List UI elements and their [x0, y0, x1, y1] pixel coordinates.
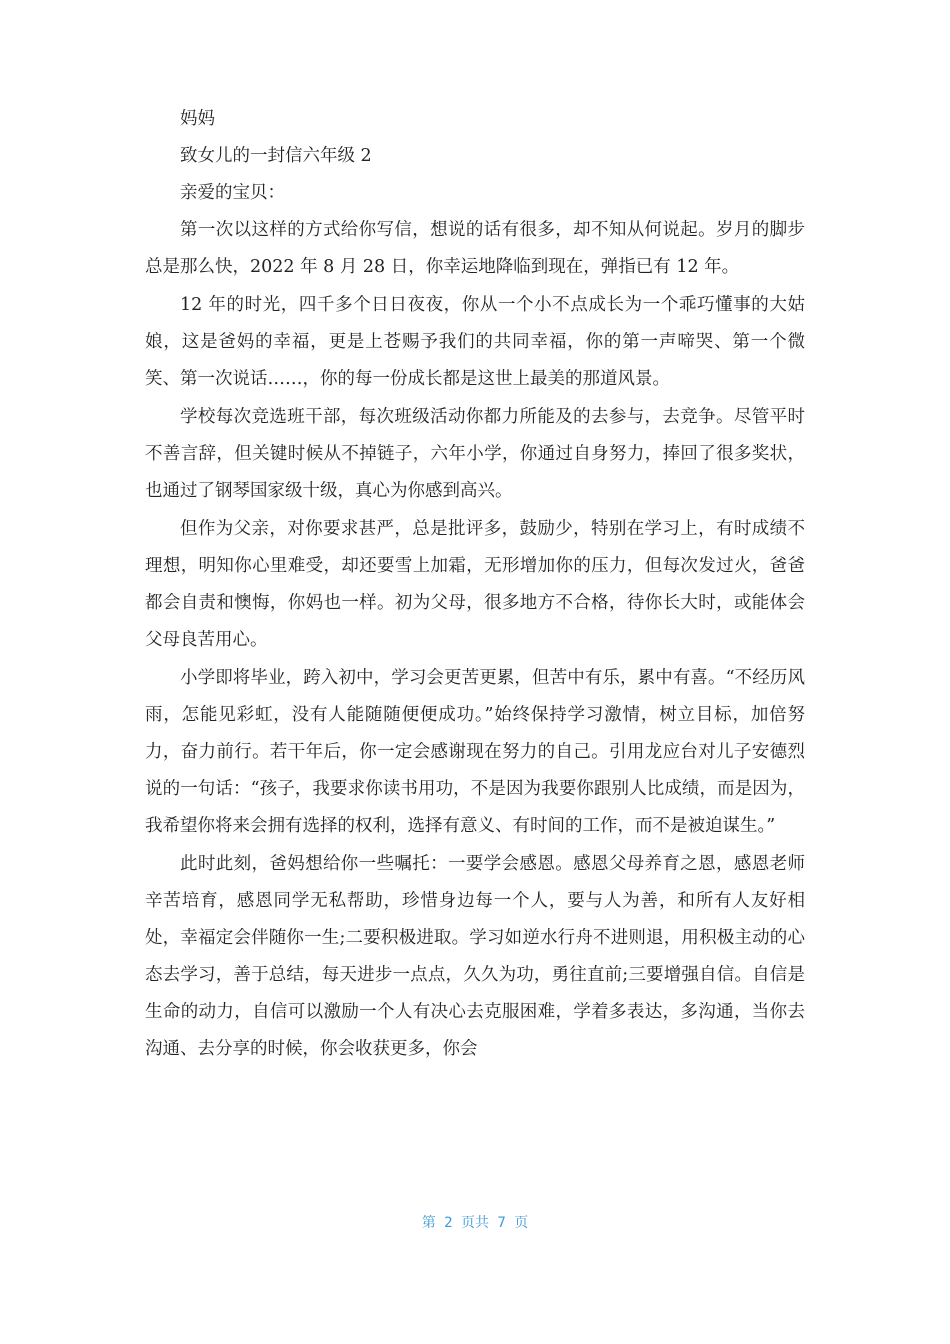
paragraph-2: 12 年的时光，四千多个日日夜夜，你从一个小不点成长为一个乖巧懂事的大姑娘，这是爸妈的幸福，更是上苍赐予我们的共同幸福，你的第一声啼哭、第一个微笑、第一次说话……，你的每一份成长都是这世上最美的那道风景。 [145, 295, 805, 389]
paragraph-1: 第一次以这样的方式给你写信，想说的话有很多，却不知从何说起。岁月的脚步总是那么快，2022 年 8 月 28 日，你幸运地降临到现在，弹指已有 12 年。 [145, 220, 805, 277]
paragraph-4: 但作为父亲，对你要求甚严，总是批评多，鼓励少，特别在学习上，有时成绩不理想，明知你心里难受，却还要雪上加霜，无形增加你的压力，但每次发过火，爸爸都会自责和懊悔，你妈也一样。初为父母，很多地方不合格，待你长大时，或能体会父母良苦用心。 [145, 519, 805, 650]
salutation: 亲爱的宝贝： [180, 183, 285, 203]
signature: 妈妈 [180, 109, 215, 129]
paragraph-6: 此时此刻，爸妈想给你一些嘱托：一要学会感恩。感恩父母养育之恩，感恩老师辛苦培育，感恩同学无私帮助，珍惜身边每一个人，要与人为善，和所有人友好相处，幸福定会伴随你一生;二要积极进取。学习如逆水行舟不进则退，用积极主动的心态去学习，善于总结，每天进步一点点，久久为功，勇往直前;三要增强自信。自信是生命的动力，自信可以激励一个人有决心去克服困难，学着多表达，多沟通，当你去沟通、去分享的时候，你会收获更多，你会 [145, 854, 805, 1059]
page-number: 第 2 页共 7 页 [421, 1215, 529, 1231]
paragraph-3: 学校每次竞选班干部，每次班级活动你都力所能及的去参与，去竞争。尽管平时不善言辞，但关键时候从不掉链子，六年小学，你通过自身努力，捧回了很多奖状，也通过了钢琴国家级十级，真心为你感到高兴。 [145, 407, 805, 501]
letter-title: 致女儿的一封信六年级 2 [180, 146, 372, 166]
letter-body [145, 101, 805, 1068]
paragraph-5: 小学即将毕业，跨入初中，学习会更苦更累，但苦中有乐，累中有喜。“不经历风雨，怎能见彩虹，没有人能随随便便成功。”始终保持学习激情，树立目标，加倍努力，奋力前行。若干年后，你一定会感谢现在努力的自己。引用龙应台对儿子安德烈说的一句话：“孩子，我要求你读书用功，不是因为我要你跟别人比成绩，而是因为，我希望你将来会拥有选择的权利，选择有意义、有时间的工作，而不是被迫谋生。” [145, 668, 805, 836]
